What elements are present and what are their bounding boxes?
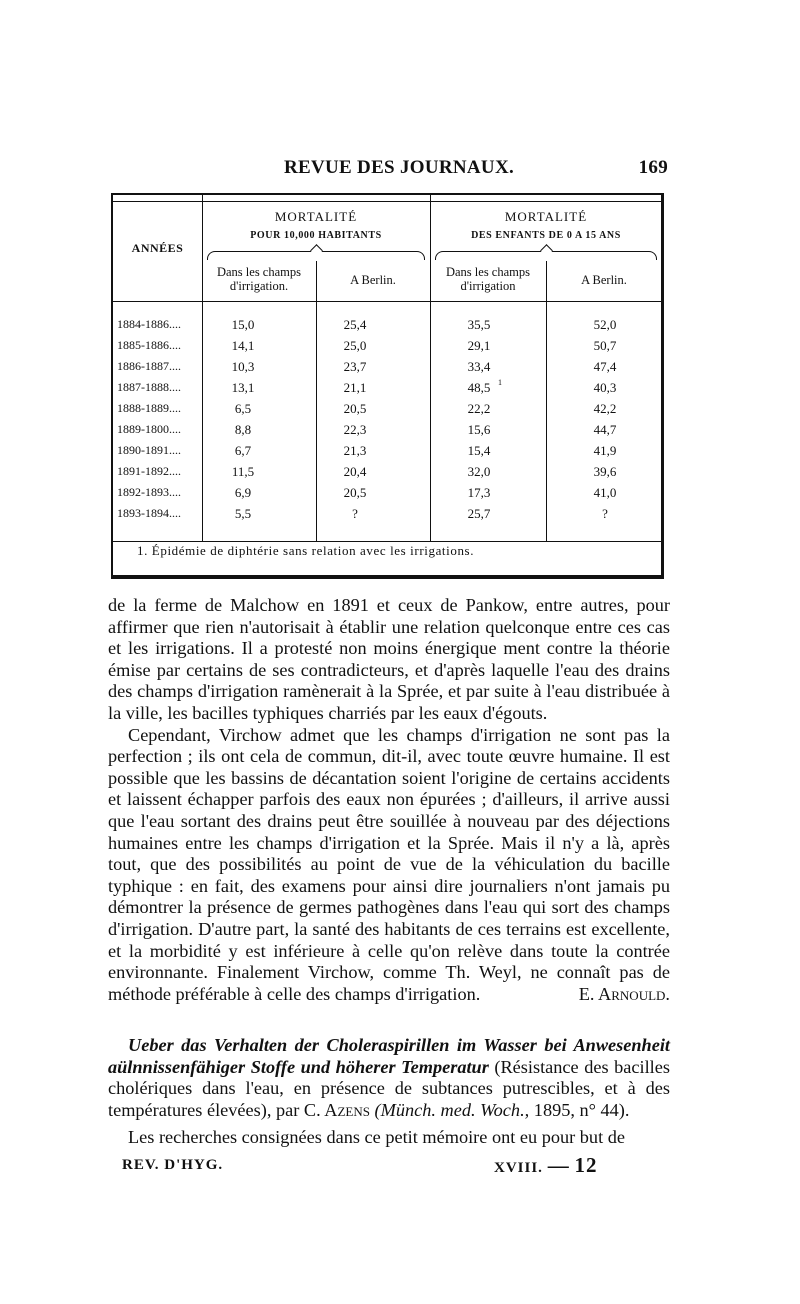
group1-title: MORTALITÉ: [274, 209, 358, 224]
paragraph-3: Les recherches consignées dans ce petit mémoire ont eu pour but de: [128, 1127, 625, 1148]
article-reference: 1895, n° 44).: [533, 1099, 630, 1120]
group1-subtitle: POUR 10,000 HABITANTS: [250, 230, 382, 241]
col-header-berlin-2: A Berlin.: [581, 273, 627, 287]
cell-irrigation-1: 5,5: [234, 506, 252, 521]
footnote-marker: 1: [498, 378, 502, 387]
cell-irrigation-2: 17,3: [467, 485, 491, 500]
group1-header: [202, 209, 430, 241]
cell-period: 1889-1800....: [117, 422, 181, 436]
table-footnote: 1. Épidémie de diphtérie sans relation avec les irrigations.: [137, 543, 475, 558]
page-number: 169: [638, 157, 668, 178]
table-row: [113, 380, 662, 401]
cell-period: 1893-1894....: [117, 506, 181, 520]
paragraph-1: de la ferme de Malchow en 1891 et ceux de Pankow, entre autres, pour affirmer que rien n'autorisait à établir une relation quelconque entre ces cas et les irrigations. Il a protesté non moins énergique ment contre la théorie émise par certains de ses contradicteurs, et d'après laquelle l'eau des drains des champs d'irrigation ramènerait à la Sprée, et par suite à l'eau distribuée à la ville, les bacilles typhiques charriés par les eaux d'égouts.: [108, 595, 670, 723]
group2-header: [430, 209, 662, 241]
table-row: [113, 338, 662, 359]
cell-irrigation-2: 15,6: [467, 422, 491, 437]
footer-signature: XVIII. — 12: [494, 1153, 598, 1177]
cell-irrigation-2: 15,4: [467, 443, 491, 458]
cell-period: 1885-1886....: [117, 338, 181, 352]
table-row: [113, 485, 662, 506]
article-source: (Münch. med. Woch.,: [374, 1099, 530, 1120]
cell-irrigation-2: 48,5: [467, 380, 491, 395]
article-title: Ueber das Verhalten der Choleraspirillen im Wasser bei Anwesenheit aülnnissenfähiger Stoffe und höherer Temperatur: [108, 1035, 670, 1077]
col-header-annees: ANNÉES: [131, 241, 184, 255]
cell-irrigation-2: 35,5: [467, 317, 491, 332]
body-bottom-rule: [113, 541, 662, 542]
cell-period: 1887-1888....: [117, 380, 181, 394]
author-signature: E. Arnould.: [578, 983, 670, 1004]
cell-irrigation-2: 29,1: [467, 338, 491, 353]
col-header-irrigation-1: Dans les champs d'irrigation.: [216, 265, 301, 293]
article-description: (Résistance des bacilles cholériques dans l'eau, en présence de subtances putrescibles, et à des températures élevées), par: [108, 1056, 670, 1120]
cell-berlin-2: 47,4: [593, 359, 617, 374]
cell-berlin-2: 44,7: [593, 422, 617, 437]
cell-berlin-1: 20,5: [343, 401, 367, 416]
cell-irrigation-2: 33,4: [467, 359, 491, 374]
cell-berlin-2: ?: [602, 506, 608, 521]
group2-title: MORTALITÉ: [504, 209, 588, 224]
cell-berlin-2: 50,7: [593, 338, 617, 353]
cell-berlin-1: 23,7: [343, 359, 367, 374]
cell-berlin-2: 40,3: [593, 380, 617, 395]
page-footer: [122, 1153, 622, 1177]
col-header-berlin-1: A Berlin.: [350, 273, 396, 287]
col-header-irrigation-2: Dans les champs d'irrigation: [445, 265, 530, 293]
cell-berlin-2: 41,0: [593, 485, 617, 500]
cell-berlin-2: 39,6: [593, 464, 617, 479]
cell-berlin-1: 25,0: [343, 338, 367, 353]
mortality-table: [111, 193, 664, 579]
cell-irrigation-2: 25,7: [467, 506, 491, 521]
cell-irrigation-1: 11,5: [231, 464, 255, 479]
body-paragraphs: [108, 595, 670, 1005]
cell-period: 1884-1886....: [117, 317, 181, 331]
cell-berlin-1: 25,4: [343, 317, 367, 332]
cell-irrigation-1: 6,9: [234, 485, 252, 500]
cell-irrigation-2: 22,2: [467, 401, 491, 416]
cell-berlin-2: 42,2: [593, 401, 617, 416]
cell-irrigation-1: 6,7: [234, 443, 252, 458]
cell-berlin-2: 52,0: [593, 317, 617, 332]
cell-berlin-1: 20,4: [343, 464, 367, 479]
cell-period: 1888-1889....: [117, 401, 181, 415]
group1-brace: [207, 251, 425, 260]
header-rule: [113, 301, 662, 302]
article-entry: [108, 1035, 670, 1149]
cell-irrigation-1: 10,3: [231, 359, 255, 374]
cell-irrigation-1: 15,0: [231, 317, 255, 332]
table-row: [113, 401, 662, 422]
article-citation: [108, 1035, 670, 1121]
group2-subtitle: DES ENFANTS DE 0 A 15 ANS: [471, 230, 621, 241]
cell-period: 1890-1891....: [117, 443, 181, 457]
cell-period: 1886-1887....: [117, 359, 181, 373]
cell-irrigation-1: 14,1: [231, 338, 255, 353]
cell-irrigation-2: 32,0: [467, 464, 491, 479]
cell-berlin-1: ?: [352, 506, 358, 521]
running-title: REVUE DES JOURNAUX.: [284, 157, 515, 178]
top-rule: [113, 201, 662, 202]
cell-berlin-2: 41,9: [593, 443, 617, 458]
table-row: [113, 359, 662, 380]
cell-irrigation-1: 13,1: [231, 380, 255, 395]
footer-journal: REV. D'HYG.: [122, 1157, 224, 1173]
article-author: C. Azens: [303, 1099, 370, 1120]
table-row: [113, 464, 662, 485]
running-head: [108, 157, 668, 181]
cell-irrigation-1: 8,8: [234, 422, 252, 437]
table-row: [113, 317, 662, 338]
cell-period: 1891-1892....: [117, 464, 181, 478]
cell-irrigation-1: 6,5: [234, 401, 252, 416]
cell-berlin-1: 22,3: [343, 422, 367, 437]
cell-period: 1892-1893....: [117, 485, 181, 499]
cell-berlin-1: 20,5: [343, 485, 367, 500]
table-row: [113, 422, 662, 443]
paragraph-2: Cependant, Virchow admet que les champs d'irrigation ne sont pas la perfection ; ils ont cela de commun, dit-il, avec toute œuvre humaine. Il est possible que les bassins de décantation soient l'origine de certains accidents et laissent échapper parfois des eaux non épurées ; d'ailleurs, il arrive aussi que l'eau sortant des drains peut être souillée à nouveau par des déjections humaines entre les champs d'irrigation et la Sprée. Mais il n'y a là, après tout, que des possibilités au point de vue de la véhiculation du bacille typhique : en fait, des examens pour ainsi dire journaliers n'ont jamais pu démontrer la présence de germes pathogènes dans l'eau qui sort des champs d'irrigation. D'autre part, la santé des habitants de ces terrains est excellente, et la morbidité y est inférieure à celle qu'on relève dans toute la contrée environnante. Finalement Virchow, comme Th. Weyl, ne connaît pas de méthode préférable à celle des champs d'irrigation. E. Arnould.: [108, 724, 670, 1004]
group2-brace: [435, 251, 657, 260]
table-row: [113, 443, 662, 464]
table-row: [113, 506, 662, 527]
cell-berlin-1: 21,1: [343, 380, 367, 395]
cell-berlin-1: 21,3: [343, 443, 367, 458]
